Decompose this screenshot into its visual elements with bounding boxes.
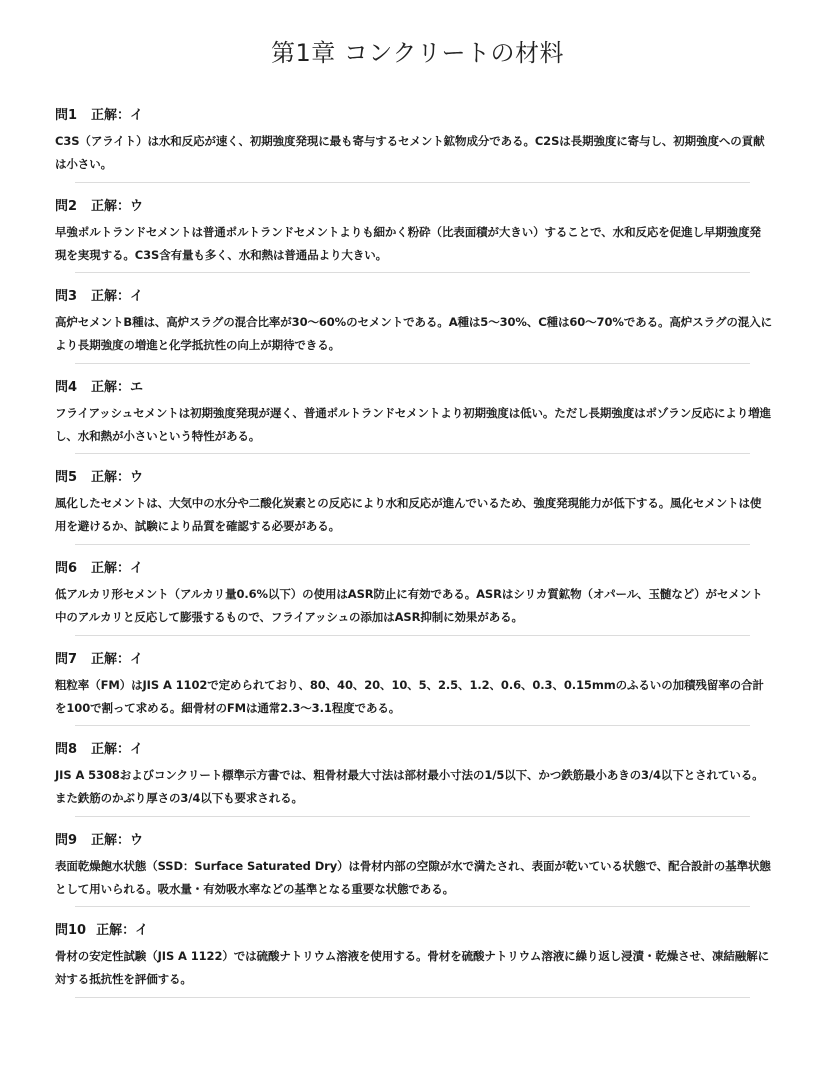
question-number: 問2	[55, 198, 78, 214]
question-item-3	[55, 287, 780, 378]
question-number: 問8	[55, 742, 78, 758]
explanation-text: 骨材の安定性試験（JIS A 1122）では硫酸ナトリウム溶液を使用する。骨材を硫酸ナトリウム溶液に繰り返し浸漬・乾燥させ、凍結融解に対する抵抗性を評価する。	[55, 949, 769, 987]
question-header	[55, 650, 780, 670]
question-number: 問10	[55, 923, 87, 939]
divider	[75, 816, 750, 817]
page-title: 第1章 コンクリートの材料	[271, 39, 564, 67]
question-number: 問7	[55, 651, 78, 667]
question-number: 問9	[55, 832, 78, 848]
question-header	[55, 921, 780, 941]
question-number: 問6	[55, 560, 78, 576]
explanation-text: C3S（アライト）は水和反応が速く、初期強度発現に最も寄与するセメント鉱物成分である。C2Sは長期強度に寄与し、初期強度への貢献は小さい。	[55, 134, 765, 171]
question-number: 問3	[55, 289, 78, 305]
question-item-7	[55, 650, 780, 741]
explanation-text: 粗粒率（FM）はJIS A 1102で定められており、80、40、20、10、5、2.5、1.2、0.6、0.3、0.15mmのふるいの加積残留率の合計を100で割って求める。細骨材のFMは通常2.3～3.1程度である。	[55, 677, 764, 715]
answer-label: 正解：ウ	[91, 198, 144, 214]
answer-label: 正解：イ	[91, 651, 144, 667]
explanation-text: 風化したセメントは、大気中の水分や二酸化炭素との反応により水和反応が進んでいるため、強度発現能力が低下する。風化セメントは使用を避けるか、試験により品質を確認する必要がある。	[55, 496, 762, 534]
question-item-2	[55, 197, 780, 288]
question-header	[55, 740, 780, 760]
question-header	[55, 831, 780, 851]
question-item-4	[55, 378, 780, 469]
answer-label: 正解：イ	[91, 108, 144, 123]
answer-label: 正解：イ	[91, 560, 144, 576]
explanation-text: 高炉セメントB種は、高炉スラグの混合比率が30～60%のセメントである。A種は5～30%、C種は60～70%である。高炉スラグの混入により長期強度の増進と化学抵抗性の向上が期待できる。	[55, 315, 772, 353]
question-item-6	[55, 559, 780, 650]
answer-label: 正解：イ	[96, 923, 149, 939]
question-item-9	[55, 831, 780, 922]
explanation-text: 低アルカリ形セメント（アルカリ量0.6%以下）の使用はASR防止に有効である。ASRはシリカ質鉱物（オパール、玉髄など）がセメント中のアルカリと反応して膨張するもので、フライアッシュの添加はASR抑制に効果がある。	[55, 586, 763, 624]
answer-label: 正解：ウ	[91, 470, 144, 486]
question-header	[55, 468, 780, 488]
divider	[75, 182, 750, 183]
question-header	[55, 287, 780, 307]
question-number: 問4	[55, 379, 78, 395]
explanation-text: 表面乾燥飽水状態（SSD：Surface Saturated Dry）は骨材内部の空隙が水で満たされ、表面が乾いている状態で、配合設計の基準状態として用いられる。吸水量・有効吸水率などの基準となる重要な状態である。	[55, 858, 771, 896]
question-item-8	[55, 740, 780, 831]
question-header	[55, 378, 780, 398]
divider	[75, 997, 750, 998]
answer-label: 正解：イ	[91, 742, 144, 758]
divider	[75, 544, 750, 545]
question-header	[55, 106, 780, 126]
divider	[75, 272, 750, 273]
answer-label: 正解：エ	[91, 379, 144, 395]
question-number: 問5	[55, 470, 78, 486]
explanation-text: フライアッシュセメントは初期強度発現が遅く、普通ポルトランドセメントより初期強度は低い。ただし長期強度はポゾラン反応により増進し、水和熱が小さいという特性がある。	[55, 405, 771, 443]
question-header	[55, 197, 780, 217]
question-item-10	[55, 921, 780, 1012]
divider	[75, 906, 750, 907]
question-item-5	[55, 468, 780, 559]
question-list	[55, 106, 780, 1012]
divider	[75, 453, 750, 454]
answer-label: 正解：イ	[91, 289, 144, 305]
question-item-1	[55, 106, 780, 197]
divider	[75, 363, 750, 364]
explanation-text: 早強ポルトランドセメントは普通ポルトランドセメントよりも細かく粉砕（比表面積が大きい）することで、水和反応を促進し早期強度発現を実現する。C3S含有量も多く、水和熱は普通品より大きい。	[55, 224, 761, 262]
question-number: 問1	[55, 108, 78, 123]
answer-label: 正解：ウ	[91, 832, 144, 848]
divider	[75, 635, 750, 636]
divider	[75, 725, 750, 726]
explanation-text: JIS A 5308およびコンクリート標準示方書では、粗骨材最大寸法は部材最小寸法の1/5以下、かつ鉄筋最小あきの3/4以下とされている。また鉄筋のかぶり厚さの3/4以下も要求される。	[55, 768, 764, 806]
question-header	[55, 559, 780, 579]
